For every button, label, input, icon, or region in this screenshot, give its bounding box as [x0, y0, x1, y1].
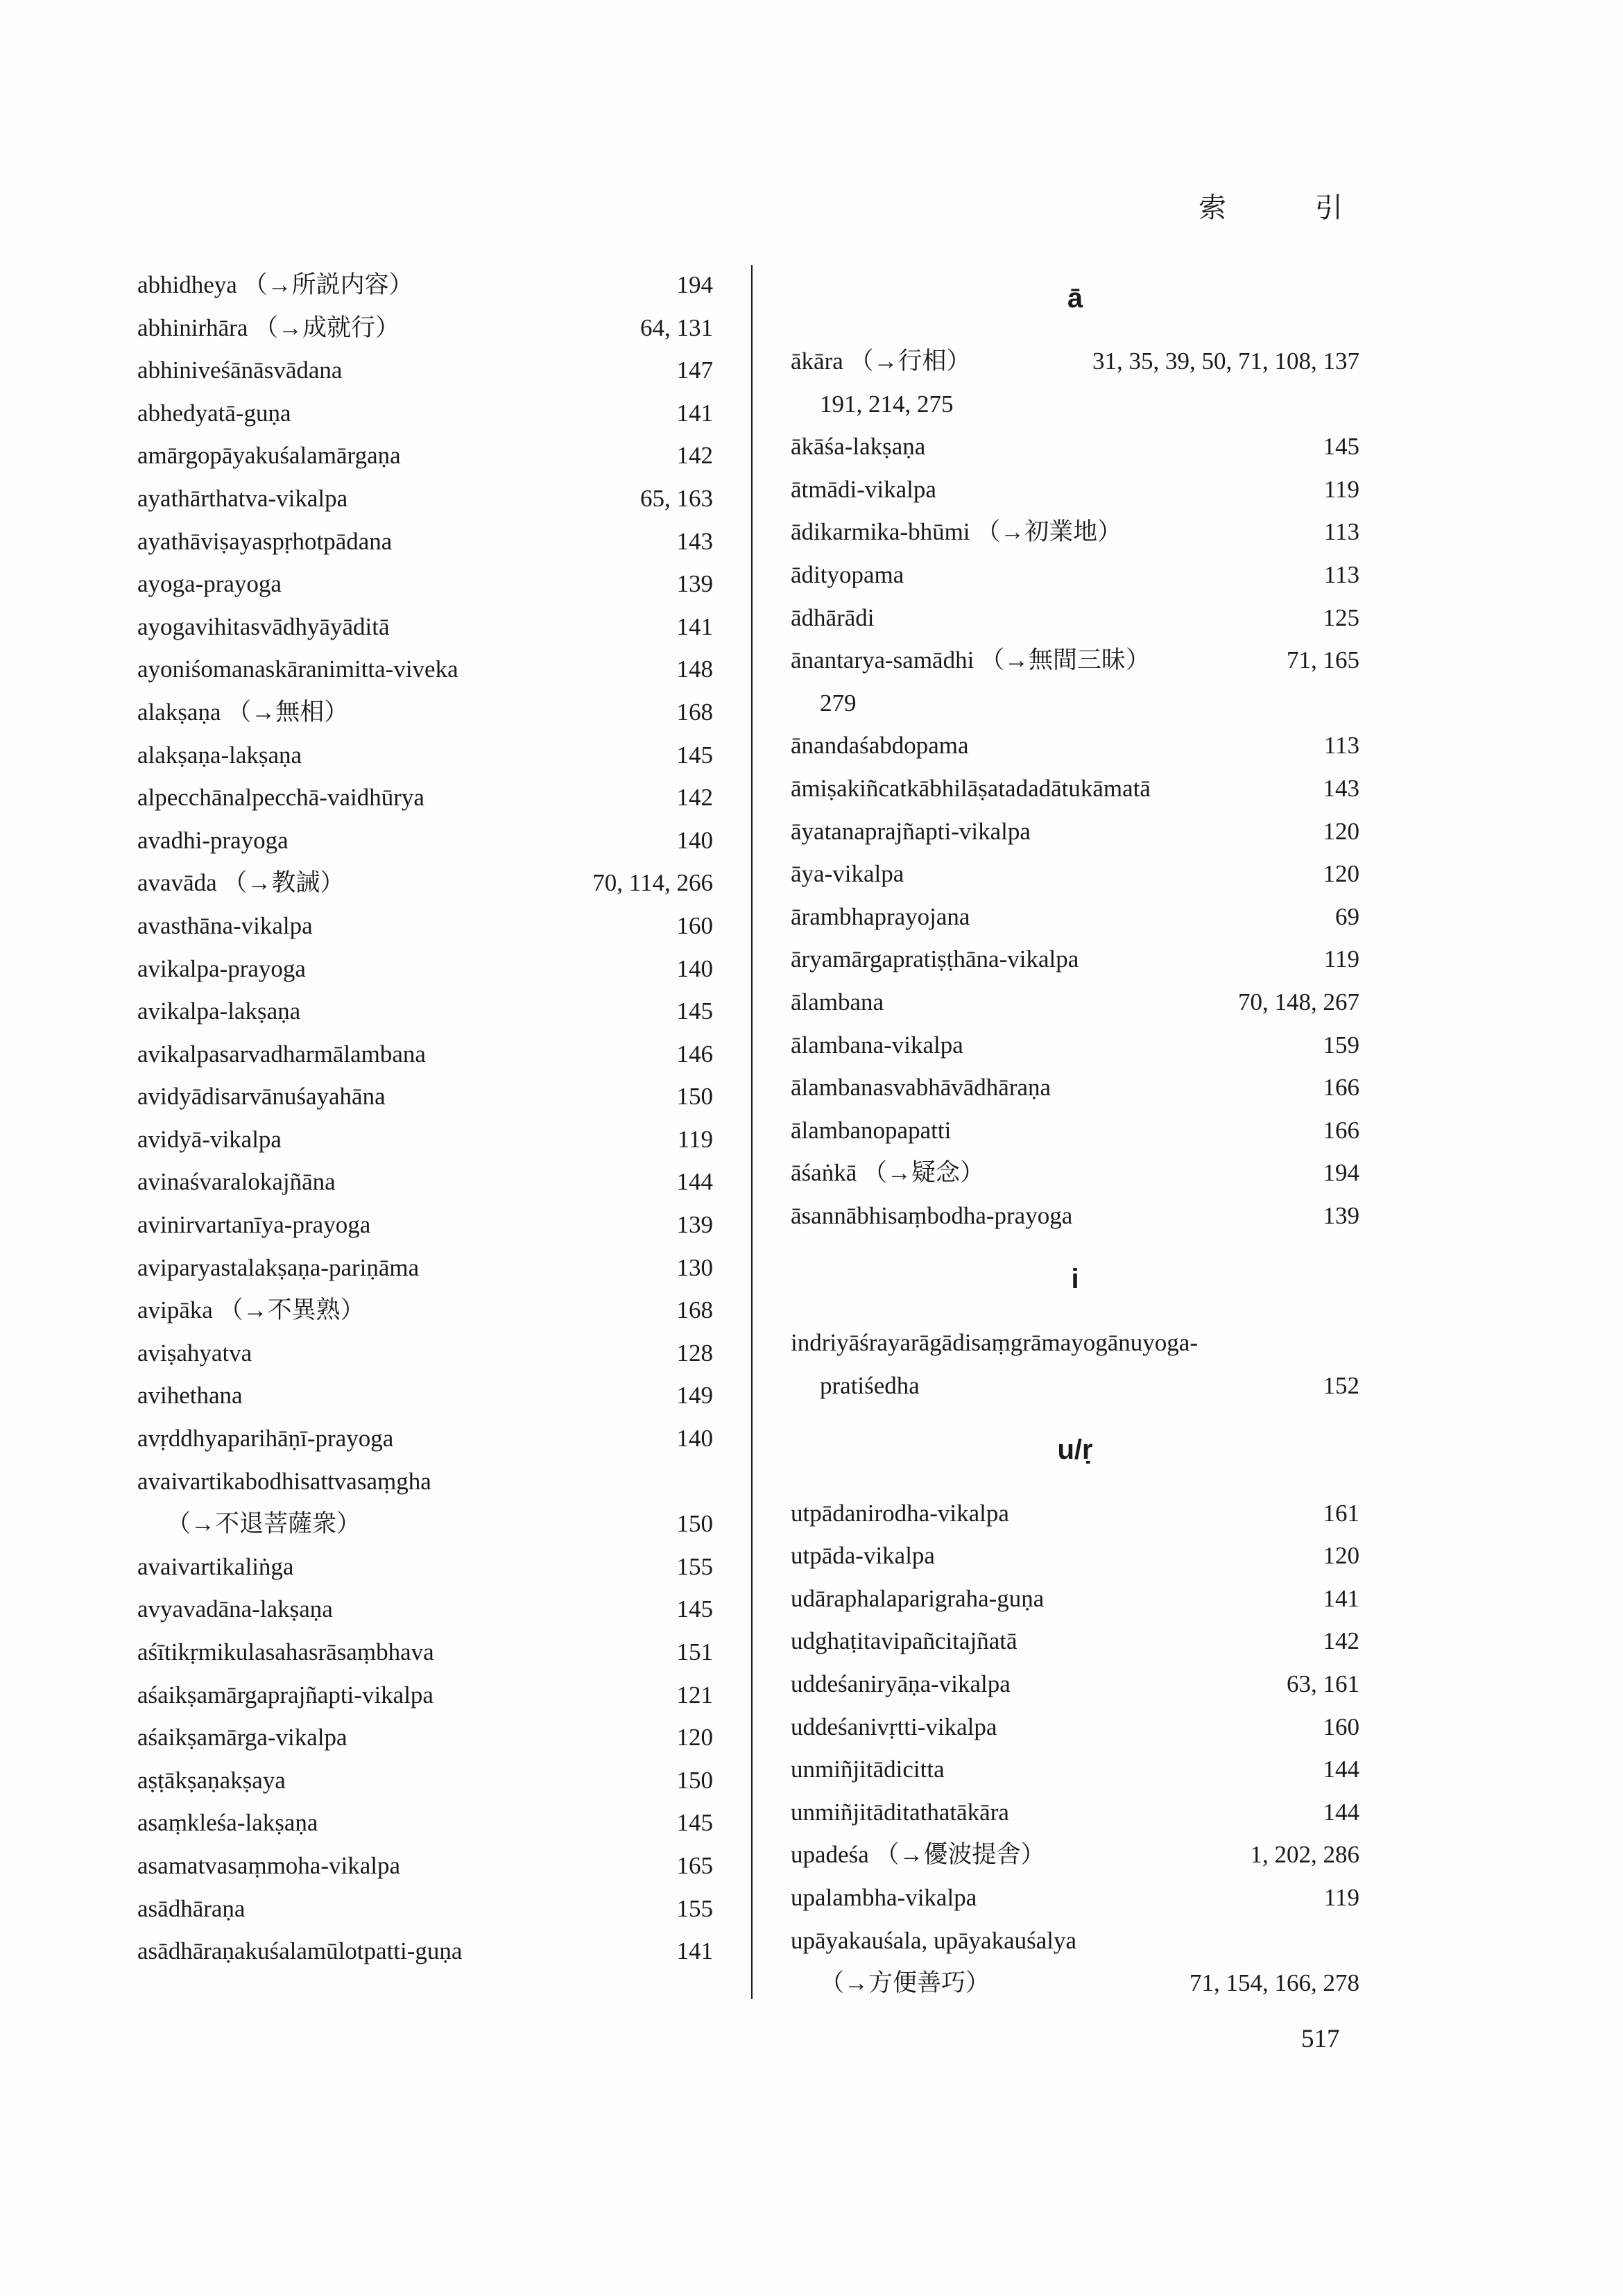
index-term: āyatanaprajñapti-vikalpa	[791, 817, 1031, 845]
index-pages: 160	[1323, 1713, 1359, 1740]
index-term: asamatvasaṃmoha-vikalpa	[137, 1851, 401, 1879]
index-pages: 120	[1323, 860, 1359, 888]
index-entry	[137, 477, 713, 520]
index-entry	[791, 1534, 1359, 1577]
index-term: amārgopāyakuśalamārgaṇa	[137, 442, 401, 470]
index-term: ālambanopapatti	[791, 1116, 952, 1144]
index-term: ādikarmika-bhūmi （→初業地）	[791, 518, 1122, 546]
index-pages: 141	[1323, 1584, 1359, 1612]
index-term: asādhāraṇakuśalamūlotpatti-guṇa	[137, 1937, 463, 1965]
index-term: aśaikṣamārgaprajñapti-vikalpa	[137, 1681, 433, 1708]
index-term: avihethana	[137, 1382, 243, 1410]
index-entry	[791, 938, 1359, 981]
index-term: upadeśa （→優波提舎）	[791, 1841, 1045, 1869]
section-heading: ā	[1067, 283, 1083, 314]
index-entry	[137, 1289, 713, 1332]
index-term: asaṃkleśa-lakṣaṇa	[137, 1809, 318, 1837]
index-term: abhedyatā-guṇa	[137, 399, 291, 427]
index-term: avasthāna-vikalpa	[137, 911, 313, 939]
index-pages: 64, 131	[640, 314, 713, 341]
index-pages: 144	[1323, 1798, 1359, 1826]
index-term: alakṣaṇa （→無相）	[137, 698, 349, 726]
index-term: udāraphalaparigraha-guṇa	[791, 1584, 1045, 1612]
index-pages: 166	[1323, 1074, 1359, 1102]
index-term: ādhārādi	[791, 603, 875, 631]
index-entry	[137, 520, 713, 563]
section-heading: u/ṛ	[1057, 1434, 1093, 1465]
index-pages: 128	[676, 1339, 713, 1367]
index-term: ātmādi-vikalpa	[791, 475, 936, 503]
index-entry	[137, 1502, 713, 1545]
index-pages: 139	[676, 1211, 713, 1239]
index-entry	[137, 1374, 713, 1417]
index-term: pratiśedha	[820, 1372, 920, 1400]
index-term: āśaṅkā （→疑念）	[791, 1159, 984, 1187]
index-term: utpāda-vikalpa	[791, 1542, 935, 1570]
index-entry	[791, 1066, 1359, 1109]
index-term: ayogavihitasvādhyāyāditā	[137, 612, 390, 640]
index-term: avikalpa-prayoga	[137, 954, 306, 982]
index-term: ārambhaprayojana	[791, 902, 970, 930]
index-term: ākāśa-lakṣaṇa	[791, 433, 926, 461]
index-pages: 65, 163	[640, 484, 713, 512]
index-term: aviṣahyatva	[137, 1339, 252, 1367]
index-term: avṛddhyaparihāṇī-prayoga	[137, 1425, 394, 1453]
index-entry	[137, 392, 713, 435]
index-entry	[791, 1109, 1359, 1152]
index-entry	[137, 606, 713, 649]
index-entry	[791, 1876, 1359, 1919]
index-entry	[137, 1332, 713, 1375]
index-pages: 161	[1323, 1499, 1359, 1527]
index-term: ayathārthatva-vikalpa	[137, 484, 348, 512]
header-left-char: 索	[1199, 192, 1226, 223]
index-entry	[791, 597, 1359, 640]
index-entry	[137, 563, 713, 606]
index-term: avadhi-prayoga	[137, 826, 289, 854]
index-term: avaivartikaliṅga	[137, 1552, 294, 1580]
index-entry	[791, 1962, 1359, 2005]
index-term: alpecchānalpecchā-vaidhūrya	[137, 784, 424, 812]
header-right-char: 引	[1315, 192, 1343, 223]
index-entry	[137, 691, 713, 734]
index-pages: 149	[676, 1382, 713, 1410]
index-pages: 71, 165	[1287, 646, 1359, 674]
index-entry	[791, 1024, 1359, 1067]
index-entry	[791, 1919, 1359, 1962]
index-entry	[791, 1364, 1359, 1407]
index-term: ānantarya-samādhi （→無間三昧）	[791, 646, 1151, 674]
index-pages: 119	[1323, 475, 1359, 503]
index-entry	[137, 349, 713, 392]
index-entry	[137, 990, 713, 1033]
index-term: unmiñjitādicitta	[791, 1756, 945, 1783]
index-term: ādityopama	[791, 560, 904, 588]
index-entry	[791, 425, 1359, 468]
index-entry	[791, 682, 1359, 725]
index-pages: 145	[676, 1595, 713, 1623]
index-pages: 146	[676, 1040, 713, 1068]
index-pages: 141	[676, 612, 713, 640]
index-term: aviparyastalakṣaṇa-pariṇāma	[137, 1253, 420, 1281]
index-pages: 141	[676, 399, 713, 427]
index-pages: 139	[676, 570, 713, 598]
index-term: avavāda （→教誡）	[137, 869, 345, 897]
index-pages: 113	[1323, 560, 1359, 588]
index-entry	[791, 1194, 1359, 1237]
index-term: avidyā-vikalpa	[137, 1125, 282, 1153]
index-entry	[137, 1844, 713, 1887]
right-column	[791, 264, 1359, 2005]
index-entry	[137, 1674, 713, 1717]
index-pages: 70, 148, 267	[1238, 988, 1359, 1016]
index-pages: 120	[676, 1724, 713, 1751]
index-entry	[791, 639, 1359, 682]
index-term: upalambha-vikalpa	[791, 1884, 977, 1911]
index-entry	[791, 511, 1359, 554]
index-pages: 71, 154, 166, 278	[1190, 1969, 1359, 1997]
index-term: ākāra （→行相）	[791, 348, 971, 375]
index-term: ālambana	[791, 988, 884, 1016]
index-pages: 147	[676, 357, 713, 384]
index-pages: 140	[676, 1425, 713, 1453]
index-entry	[791, 1577, 1359, 1620]
index-term: asādhāraṇa	[137, 1894, 246, 1922]
index-pages: 130	[676, 1253, 713, 1281]
index-pages: 140	[676, 826, 713, 854]
index-pages: 194	[676, 271, 713, 298]
index-term: upāyakauśala, upāyakauśalya	[791, 1926, 1077, 1954]
index-pages: 160	[676, 911, 713, 939]
index-pages: 145	[1323, 433, 1359, 461]
index-term: avidyādisarvānuśayahāna	[137, 1083, 386, 1111]
index-entry	[137, 734, 713, 777]
index-pages: 144	[1323, 1756, 1359, 1783]
index-entry	[137, 1759, 713, 1802]
index-term: avipāka （→不異熟）	[137, 1296, 365, 1324]
index-entry	[137, 1203, 713, 1246]
index-entry	[791, 767, 1359, 810]
index-pages: 120	[1323, 817, 1359, 845]
index-entry	[137, 1545, 713, 1588]
index-entry	[137, 1631, 713, 1674]
index-entry	[791, 1663, 1359, 1706]
index-entry	[791, 1492, 1359, 1535]
index-pages: 155	[676, 1552, 713, 1580]
index-term: abhinirhāra （→成就行）	[137, 314, 400, 341]
index-entry	[791, 724, 1359, 767]
index-term: uddeśanivṛtti-vikalpa	[791, 1713, 997, 1740]
index-term: ayoga-prayoga	[137, 570, 282, 598]
index-pages: 31, 35, 39, 50, 71, 108, 137	[1092, 348, 1359, 375]
index-pages: 155	[676, 1894, 713, 1922]
index-term: abhidheya （→所説内容）	[137, 271, 413, 298]
index-entry	[791, 1833, 1359, 1876]
index-term: abhiniveśānāsvādana	[137, 357, 343, 384]
index-pages: 141	[676, 1937, 713, 1965]
index-term: unmiñjitāditathatākāra	[791, 1798, 1009, 1826]
index-term: aśītikṛmikulasahasrāsaṃbhava	[137, 1638, 434, 1665]
index-pages: 168	[676, 1296, 713, 1324]
index-term: ānandaśabdopama	[791, 732, 969, 760]
index-entry	[137, 776, 713, 819]
index-entry	[137, 905, 713, 948]
index-entry	[791, 853, 1359, 896]
index-entry	[791, 468, 1359, 511]
index-term: āryamārgapratiṣṭhāna-vikalpa	[791, 945, 1079, 973]
index-entry	[791, 340, 1359, 383]
index-term: avyavadāna-lakṣaṇa	[137, 1595, 333, 1623]
index-entry	[137, 264, 713, 307]
index-pages: 125	[1323, 603, 1359, 631]
index-entry	[791, 896, 1359, 939]
index-term: utpādanirodha-vikalpa	[791, 1499, 1009, 1527]
index-term: alakṣaṇa-lakṣaṇa	[137, 741, 302, 769]
index-pages: 144	[676, 1168, 713, 1196]
index-pages: 152	[1323, 1372, 1359, 1400]
index-pages: 150	[676, 1510, 713, 1538]
index-entry	[137, 1716, 713, 1759]
index-term: ayoniśomanaskāranimitta-viveka	[137, 656, 458, 683]
index-pages: 70, 114, 266	[592, 869, 713, 897]
index-pages: 63, 161	[1287, 1670, 1359, 1698]
index-term: avinirvartanīya-prayoga	[137, 1211, 371, 1239]
index-term: ālambana-vikalpa	[791, 1031, 963, 1059]
index-entry	[137, 862, 713, 905]
index-term: avaivartikabodhisattvasaṃgha	[137, 1467, 431, 1495]
index-entry	[137, 1588, 713, 1631]
index-pages: 143	[676, 527, 713, 555]
index-term: 191, 214, 275	[820, 390, 954, 418]
index-pages: 165	[676, 1851, 713, 1879]
page-header	[1199, 186, 1343, 225]
section-heading: i	[1071, 1264, 1079, 1295]
index-entry	[791, 810, 1359, 853]
index-entry	[137, 1033, 713, 1076]
index-term: （→不退菩薩衆）	[166, 1510, 361, 1538]
index-entry	[137, 434, 713, 477]
index-pages: 145	[676, 741, 713, 769]
index-entry	[137, 1118, 713, 1161]
index-entry	[791, 981, 1359, 1024]
index-term: ayathāviṣayaspṛhotpādana	[137, 527, 393, 555]
index-pages: 113	[1323, 732, 1359, 760]
index-entry	[137, 307, 713, 350]
index-pages: 119	[1323, 1884, 1359, 1911]
index-pages: 150	[676, 1083, 713, 1111]
left-column	[137, 264, 713, 1973]
index-pages: 145	[676, 1809, 713, 1837]
page-number: 517	[1301, 2025, 1340, 2053]
index-pages: 121	[676, 1681, 713, 1708]
index-term: 279	[820, 689, 857, 717]
index-pages: 166	[1323, 1116, 1359, 1144]
index-pages: 140	[676, 954, 713, 982]
index-term: āya-vikalpa	[791, 860, 904, 888]
index-entry	[791, 554, 1359, 597]
index-pages: 1, 202, 286	[1250, 1841, 1359, 1869]
index-pages: 142	[1323, 1627, 1359, 1655]
index-entry	[137, 1801, 713, 1844]
index-entry	[137, 1930, 713, 1973]
index-term: aśaikṣamārga-vikalpa	[137, 1724, 347, 1751]
index-term: āmiṣakiñcatkābhilāṣatadadātukāmatā	[791, 774, 1151, 802]
index-pages: 120	[1323, 1542, 1359, 1570]
index-pages: 119	[677, 1125, 713, 1153]
index-entry	[137, 1075, 713, 1118]
index-entry	[791, 1620, 1359, 1663]
index-term: avinaśvaralokajñāna	[137, 1168, 336, 1196]
index-entry	[137, 1460, 713, 1503]
index-term: （→方便善巧）	[820, 1969, 990, 1997]
index-term: avikalpasarvadharmālambana	[137, 1040, 426, 1068]
index-term: avikalpa-lakṣaṇa	[137, 997, 301, 1025]
index-term: āsannābhisaṃbodha-prayoga	[791, 1201, 1073, 1229]
index-term: uddeśaniryāṇa-vikalpa	[791, 1670, 1011, 1698]
index-entry	[137, 1160, 713, 1203]
index-pages: 168	[676, 698, 713, 726]
index-pages: 69	[1335, 902, 1359, 930]
index-entry	[791, 1151, 1359, 1194]
index-entry	[137, 1887, 713, 1930]
index-entry	[791, 383, 1359, 426]
index-pages: 142	[676, 784, 713, 812]
index-pages: 143	[1323, 774, 1359, 802]
index-pages: 151	[676, 1638, 713, 1665]
index-pages: 119	[1323, 945, 1359, 973]
index-pages: 139	[1323, 1201, 1359, 1229]
column-divider	[751, 265, 753, 1999]
index-pages: 142	[676, 442, 713, 470]
index-entry	[791, 1321, 1359, 1364]
index-entry	[137, 819, 713, 862]
index-term: indriyāśrayarāgādisaṃgrāmayogānuyoga-	[791, 1329, 1198, 1357]
index-pages: 150	[676, 1766, 713, 1794]
index-term: udghaṭitavipañcitajñatā	[791, 1627, 1017, 1655]
index-term: ālambanasvabhāvādhāraṇa	[791, 1074, 1051, 1102]
index-term: aṣṭākṣaṇakṣaya	[137, 1766, 286, 1794]
index-entry	[137, 1246, 713, 1290]
index-pages: 113	[1323, 518, 1359, 546]
index-entry	[791, 1748, 1359, 1791]
index-pages: 148	[676, 656, 713, 683]
index-entry	[137, 648, 713, 691]
index-pages: 159	[1323, 1031, 1359, 1059]
index-entry	[137, 1417, 713, 1460]
index-entry	[791, 1706, 1359, 1749]
index-entry	[791, 1791, 1359, 1834]
index-pages: 145	[676, 997, 713, 1025]
index-pages: 194	[1323, 1159, 1359, 1187]
index-entry	[137, 948, 713, 991]
